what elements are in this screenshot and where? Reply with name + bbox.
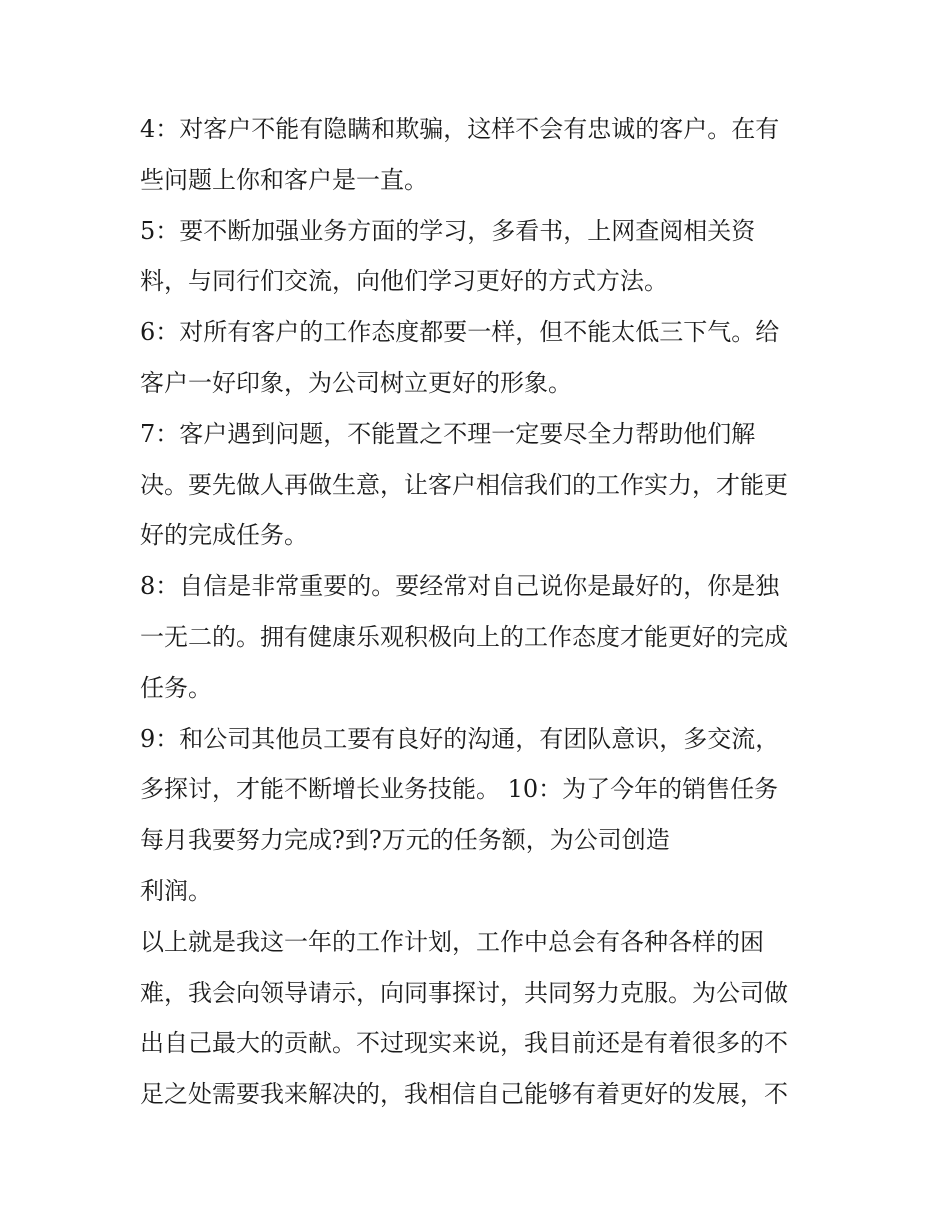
text-line-8: 决。要先做人再做生意，让客户相信我们的工作实力，才能更 [140, 470, 788, 499]
text-line-13: 9：和公司其他员工要有良好的沟通，有团队意识，多交流， [140, 724, 780, 753]
text-line-2: 些问题上你和客户是一直。 [140, 165, 428, 194]
text-line-18: 难，我会向领导请示，向同事探讨，共同努力克服。为公司做 [140, 978, 788, 1007]
text-line-14: 多探讨，才能不断增长业务技能。 10：为了今年的销售任务 [140, 775, 779, 804]
text-line-3: 5：要不断加强业务方面的学习，多看书，上网查阅相关资 [140, 216, 756, 245]
text-line-12: 任务。 [140, 673, 212, 702]
text-line-11: 一无二的。拥有健康乐观积极向上的工作态度才能更好的完成 [140, 622, 788, 651]
text-line-16: 利润。 [140, 876, 212, 905]
text-line-20: 足之处需要我来解决的，我相信自己能够有着更好的发展，不 [140, 1080, 788, 1109]
text-line-5: 6：对所有客户的工作态度都要一样，但不能太低三下气。给 [140, 318, 780, 347]
text-line-4: 料，与同行们交流，向他们学习更好的方式方法。 [140, 267, 668, 296]
text-line-10: 8：自信是非常重要的。要经常对自己说你是最好的，你是独 [140, 572, 780, 601]
document-body [140, 104, 830, 1120]
text-line-6: 客户一好印象，为公司树立更好的形象。 [140, 368, 572, 397]
text-line-15: 每月我要努力完成?到?万元的任务额，为公司创造 [140, 826, 670, 855]
text-line-7: 7：客户遇到问题，不能置之不理一定要尽全力帮助他们解 [140, 419, 756, 448]
text-line-9: 好的完成任务。 [140, 521, 308, 550]
text-line-1: 4：对客户不能有隐瞒和欺骗，这样不会有忠诚的客户。在有 [140, 115, 780, 143]
text-line-19: 出自己最大的贡献。不过现实来说，我目前还是有着很多的不 [140, 1029, 788, 1058]
text-line-17: 以上就是我这一年的工作计划，工作中总会有各种各样的困 [140, 927, 764, 956]
